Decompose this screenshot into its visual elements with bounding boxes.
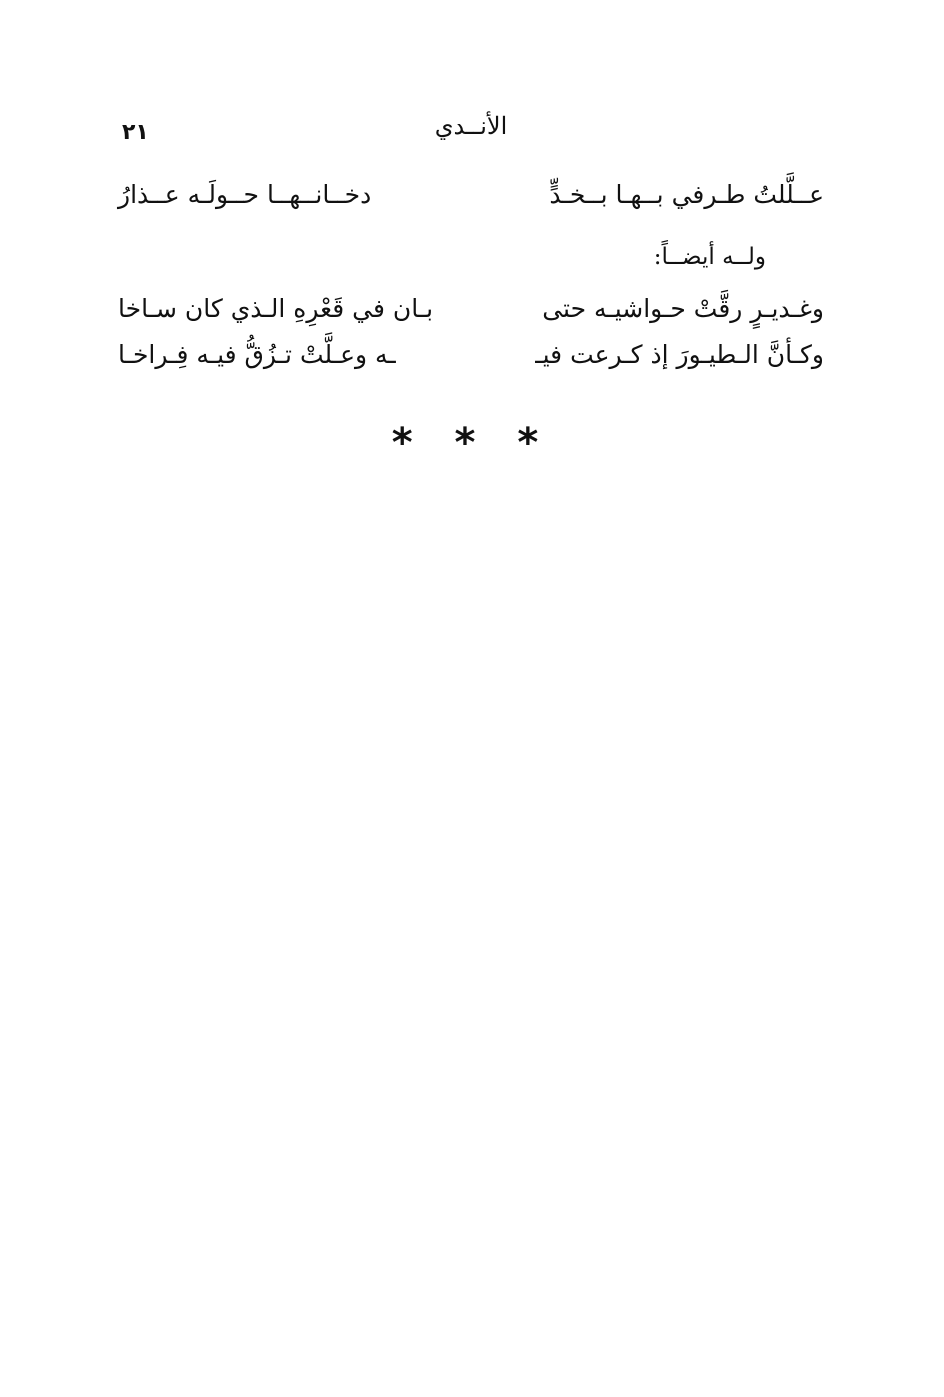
verse-first-hemistich: وكـأنَّ الـطيـورَ إذ كـرعت فيـ	[535, 340, 824, 369]
poem-verse	[118, 180, 824, 220]
verse-first-hemistich: عــلَّلتُ طـرفي بــهـا بــخـدٍّ	[549, 180, 824, 209]
poem-verse	[118, 340, 824, 380]
section-separator: * * *	[391, 420, 553, 466]
page-header	[118, 112, 824, 152]
verse-second-hemistich: دخــانــهــا حــولَـه عــذارُ	[118, 180, 372, 209]
poem-introduction: ولــه أيضــاً:	[653, 244, 766, 270]
running-title: الأنــدي	[434, 112, 508, 140]
poem-verse	[118, 294, 824, 334]
page-number: ٢١	[122, 120, 149, 145]
verse-second-hemistich: ـه وعـلَّتْ تـزُقُّ فيـه فِـراخـا	[118, 340, 396, 369]
verse-first-hemistich: وغـديـرٍ رقَّتْ حـواشيـه حتى	[542, 294, 824, 323]
verse-second-hemistich: بـان في قَعْرِهِ الـذي كان سـاخا	[118, 294, 434, 323]
